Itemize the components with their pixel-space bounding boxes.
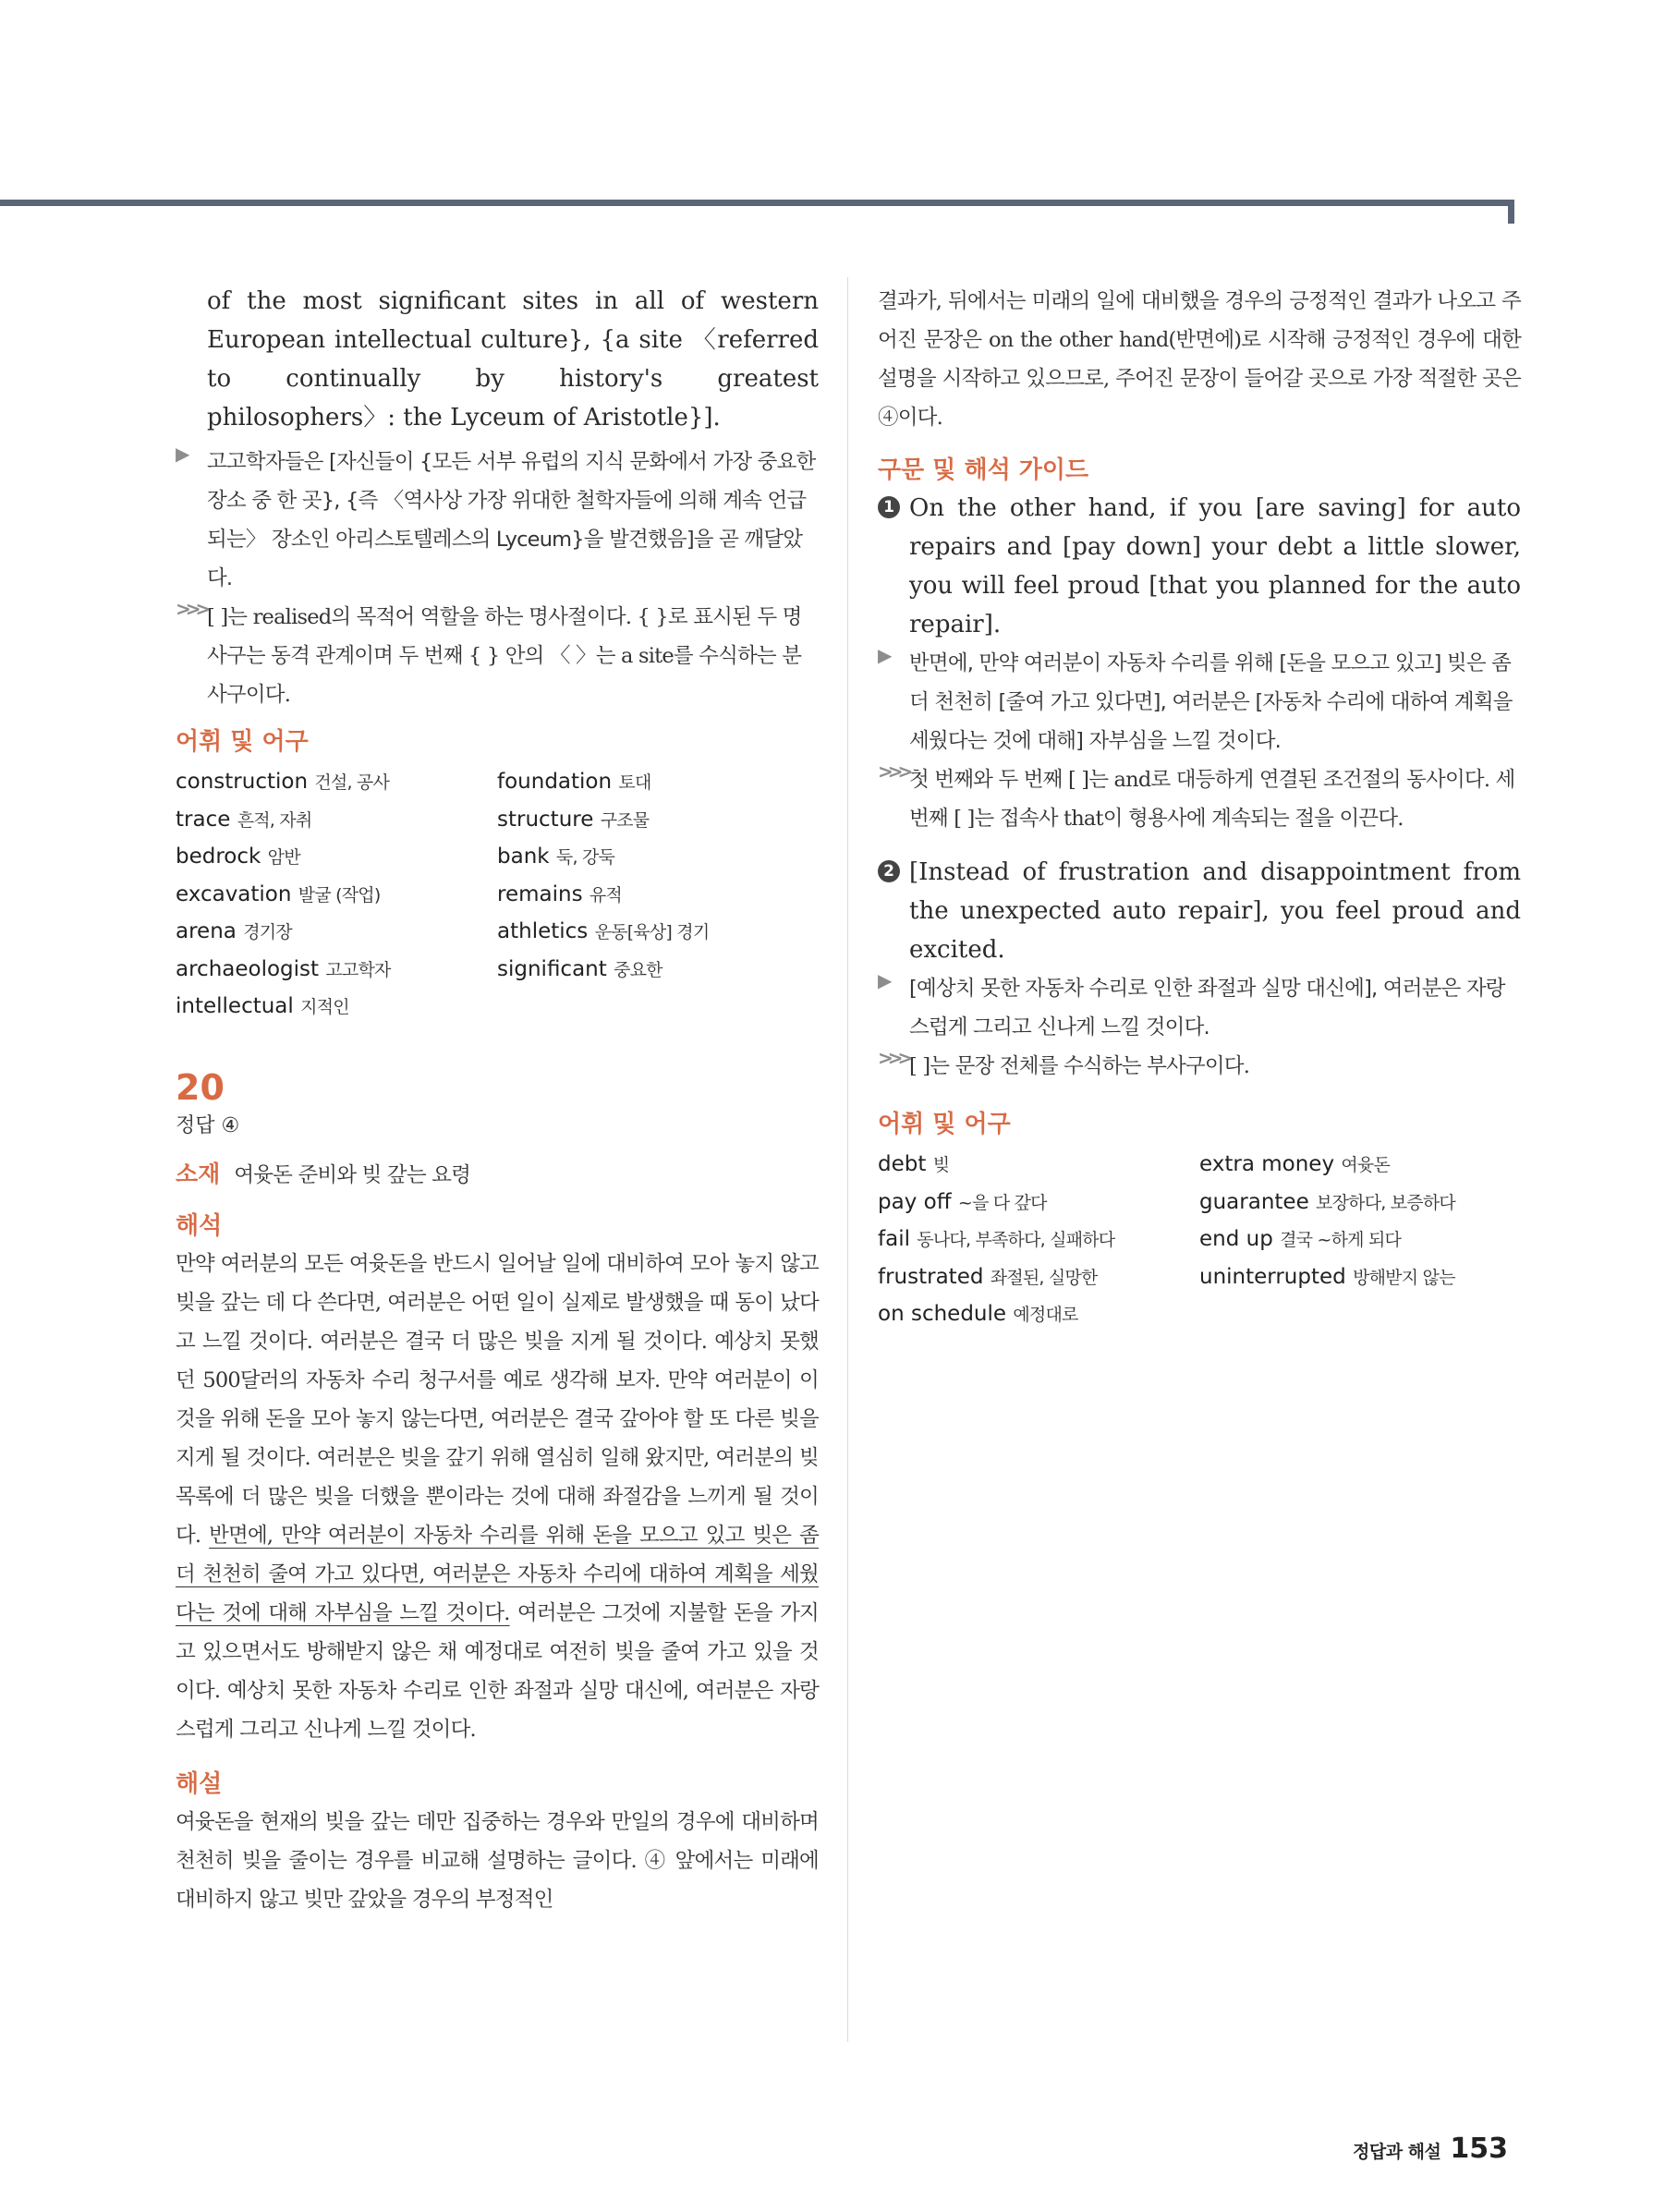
vocab-meaning: 예정대로 (1013, 1305, 1078, 1325)
vocab-term: on schedule (878, 1302, 1007, 1326)
circled-number-2-icon: 2 (878, 860, 900, 882)
double-chevron-icon: >>> (176, 598, 206, 620)
circled-number-1-icon: 1 (878, 496, 900, 518)
vocab-meaning: 지적인 (300, 997, 349, 1017)
vocab-item (497, 802, 819, 840)
vocab-item (176, 802, 497, 840)
vocab-term: significant (497, 956, 607, 981)
expl-heading: 해설 (176, 1769, 223, 1798)
vocab-term: structure (497, 807, 594, 832)
vocab-term: guarantee (1199, 1189, 1309, 1214)
vocab-meaning: 유적 (589, 884, 622, 905)
vocab-meaning: 빚 (932, 1155, 950, 1175)
vocab-meaning: 경기장 (243, 922, 292, 942)
vocab-meaning: 구조물 (600, 809, 650, 831)
vocab-item (878, 1147, 1199, 1185)
vocab-item (1199, 1185, 1521, 1222)
top-rule-tick (1508, 200, 1514, 224)
sentence-2-english: [Instead of frustration and disappointment from the unexpected auto repair], you feel proud and excited. (909, 858, 1521, 964)
vocab-item (176, 914, 497, 952)
vocab-term: athletics (497, 919, 589, 943)
sentence-1-translation-row (878, 644, 1521, 760)
interpretation (176, 1245, 819, 1749)
vocab-term: trace (176, 807, 231, 832)
double-chevron-icon: >>> (878, 760, 908, 783)
vocab-term: remains (497, 881, 583, 906)
vocab-meaning: 방해받지 않는 (1353, 1267, 1455, 1288)
vocab-list (176, 764, 819, 1027)
sentence-2-note: [ ]는 문장 전체를 수식하는 부사구이다. (909, 1054, 1250, 1078)
vocab-term: construction (176, 770, 309, 794)
vocab-item (176, 989, 497, 1027)
vocab-item (878, 1221, 1199, 1259)
grammar-note-row (176, 598, 819, 714)
vocab-meaning: 흔적, 자취 (237, 809, 312, 831)
topic: 여윳돈 준비와 빚 갚는 요령 (234, 1162, 471, 1187)
vocab-item (497, 764, 819, 802)
vocab-term: bank (497, 845, 550, 869)
vocab-item (1199, 1147, 1521, 1185)
vocab-item (878, 1296, 1199, 1334)
vocab-meaning: 중요한 (614, 959, 662, 980)
english-continuation: of the most significant sites in all of western European intellectual culture}, {a site 〈referred to continually by history's greatest philosophers〉: the Lyceum of Aristotle}]. (207, 287, 819, 431)
vocab-term: uninterrupted (1199, 1264, 1346, 1289)
vocab-term: intellectual (176, 994, 294, 1018)
vocab-meaning: ~을 다 갚다 (957, 1192, 1047, 1213)
vocab-item (497, 839, 819, 877)
vocab-term: bedrock (176, 845, 261, 869)
topic-label: 소재 (176, 1160, 221, 1187)
vocab-meaning: 동나다, 부족하다, 실패하다 (917, 1230, 1115, 1250)
explanation: 여윳돈을 현재의 빚을 갚는 데만 집중하는 경우와 만일의 경우에 대비하며 천천히 빚을 줄이는 경우를 비교해 설명하는 글이다. ④ 앞에서는 미래에 대비하지 않고 빚만 갚았을 경우의 부정적인 (176, 1809, 819, 1912)
sentence-1-note: 첫 번째와 두 번째 [ ]는 and로 대등하게 연결된 조건절의 동사이다. 세 번째 [ ]는 접속사 that이 형용사에 계속되는 절을 이끈다. (909, 768, 1515, 831)
translation: 고고학자들은 [자신들이 {모든 서부 유럽의 지식 문화에서 가장 중요한 장소 중 한 곳}, {즉 〈역사상 가장 위대한 철학자들에 의해 계속 언급되는〉 장소인 아리스토텔레스의 Lyceum}을 발견했음]을 곧 깨달았다. (207, 450, 816, 590)
triangle-bullet-icon: ▶ (176, 443, 190, 465)
vocab-meaning: 둑, 강둑 (555, 847, 615, 868)
vocab-term: extra money (1199, 1152, 1335, 1176)
interp-heading: 해석 (176, 1211, 223, 1240)
right-vocab-heading: 어휘 및 어구 (878, 1111, 1011, 1138)
vocab-term: debt (878, 1152, 927, 1176)
guide-heading: 구문 및 해석 가이드 (878, 456, 1089, 484)
vocab-item (878, 1259, 1199, 1297)
triangle-bullet-icon: ▶ (878, 644, 893, 666)
double-chevron-icon: >>> (878, 1047, 908, 1069)
triangle-bullet-icon: ▶ (878, 969, 893, 991)
vocab-term: fail (878, 1227, 910, 1251)
vocab-item (497, 952, 819, 990)
vocab-meaning: 발굴 (작업) (298, 884, 381, 905)
vocab-item (1199, 1259, 1521, 1297)
page-footer (1353, 2133, 1508, 2165)
vocab-meaning: 건설, 공사 (314, 772, 390, 793)
interp-after: 여러분은 그것에 지불할 돈을 가지고 있으면서도 방해받지 않은 채 예정대로 여전히 빚을 줄여 가고 있을 것이다. 예상치 못한 자동차 수리로 인한 좌절과 실망 대신에, 여러분은 자랑스럽게 그리고 신나게 느낄 것이다. (176, 1600, 819, 1742)
answer: 정답 ④ (176, 1113, 240, 1137)
vocab-meaning: 고고학자 (325, 959, 391, 980)
right-vocab-list (878, 1147, 1521, 1334)
vocab-meaning: 보장하다, 보증하다 (1316, 1192, 1455, 1213)
vocab-item (497, 877, 819, 915)
left-column (176, 282, 819, 1919)
column-divider (847, 277, 848, 2042)
question-number: 20 (176, 1066, 225, 1108)
sentence-1-translation: 반면에, 만약 여러분이 자동차 수리를 위해 [돈을 모으고 있고] 빚은 좀 더 천천히 [줄여 가고 있다면], 여러분은 [자동차 수리에 대하여 계획을 세웠다는 것에 대해] 자부심을 느낄 것이다. (909, 651, 1513, 753)
vocab-term: pay off (878, 1189, 952, 1214)
sentence-2-note-row (878, 1047, 1521, 1086)
vocab-item (878, 1185, 1199, 1222)
sentence-1-note-row (878, 760, 1521, 838)
right-column (878, 282, 1521, 1334)
vocab-meaning: 암반 (267, 847, 300, 868)
vocab-item (176, 952, 497, 990)
translation-row (176, 443, 819, 598)
vocab-meaning: 결국 ~하게 되다 (1280, 1230, 1402, 1250)
explanation-continuation: 결과가, 뒤에서는 미래의 일에 대비했을 경우의 긍정적인 결과가 나오고 주어진 문장은 on the other hand(반면에)로 시작해 긍정적인 경우에 대한 설명을 시작하고 있으므로, 주어진 문장이 들어갈 곳으로 가장 적절한 곳은 ④이다. (878, 289, 1521, 430)
vocab-item (176, 764, 497, 802)
vocab-term: excavation (176, 881, 292, 906)
vocab-item (176, 877, 497, 915)
footer-label: 정답과 해설 (1352, 2142, 1441, 2162)
sentence-1-english: On the other hand, if you [are saving] for auto repairs and [pay down] your debt a little slower, you will feel proud [that you planned for the auto repair]. (909, 494, 1521, 638)
vocab-meaning: 좌절된, 실망한 (990, 1267, 1098, 1288)
vocab-meaning: 여윳돈 (1341, 1155, 1391, 1175)
page-number: 153 (1450, 2133, 1508, 2165)
interp-underlined: 반면에, 만약 여러분이 자동차 수리를 위해 돈을 모으고 있고 빚은 좀 더 천천히 줄여 가고 있다면, 여러분은 자동차 수리에 대하여 계획을 세웠다는 것에 대해 자부심을 느낄 것이다. (176, 1523, 820, 1625)
vocab-heading: 어휘 및 어구 (176, 728, 309, 756)
sentence-2 (878, 853, 1521, 969)
grammar-note: [ ]는 realised의 목적어 역할을 하는 명사절이다. { }로 표시된 두 명사구는 동격 관계이며 두 번째 { } 안의 〈 〉는 a site를 수식하는 분사구이다. (207, 605, 802, 707)
sentence-1 (878, 489, 1521, 644)
sentence-2-translation: [예상치 못한 자동차 수리로 인한 좌절과 실망 대신에], 여러분은 자랑스럽게 그리고 신나게 느낄 것이다. (909, 977, 1505, 1039)
interp-before: 만약 여러분의 모든 여윳돈을 반드시 일어날 일에 대비하여 모아 놓지 않고 빚을 갚는 데 다 쓴다면, 여러분은 어떤 일이 실제로 발생했을 때 동이 났다고 느낄 것이다. 여러분은 결국 더 많은 빚을 지게 될 것이다. 예상치 못했던 500달러의 자동차 수리 청구서를 예로 생각해 보자. 만약 여러분이 이것을 위해 돈을 모아 놓지 않는다면, 여러분은 결국 갚아야 할 또 다른 빚을 지게 될 것이다. 여러분은 빚을 갚기 위해 열심히 일해 왔지만, 여러분의 빚 목록에 더 많은 빚을 더했을 뿐이라는 것에 대해 좌절감을 느끼게 될 것이다. (176, 1251, 819, 1548)
vocab-term: foundation (497, 770, 613, 794)
vocab-meaning: 운동[육상] 경기 (594, 922, 710, 942)
vocab-meaning: 토대 (618, 772, 651, 793)
vocab-item (176, 839, 497, 877)
vocab-term: archaeologist (176, 956, 320, 981)
sentence-2-translation-row (878, 969, 1521, 1047)
vocab-item (1199, 1221, 1521, 1259)
top-rule (0, 200, 1513, 206)
vocab-term: arena (176, 919, 237, 943)
vocab-term: frustrated (878, 1264, 984, 1289)
vocab-item (497, 914, 819, 952)
vocab-term: end up (1199, 1227, 1273, 1251)
topic-row (176, 1156, 819, 1195)
